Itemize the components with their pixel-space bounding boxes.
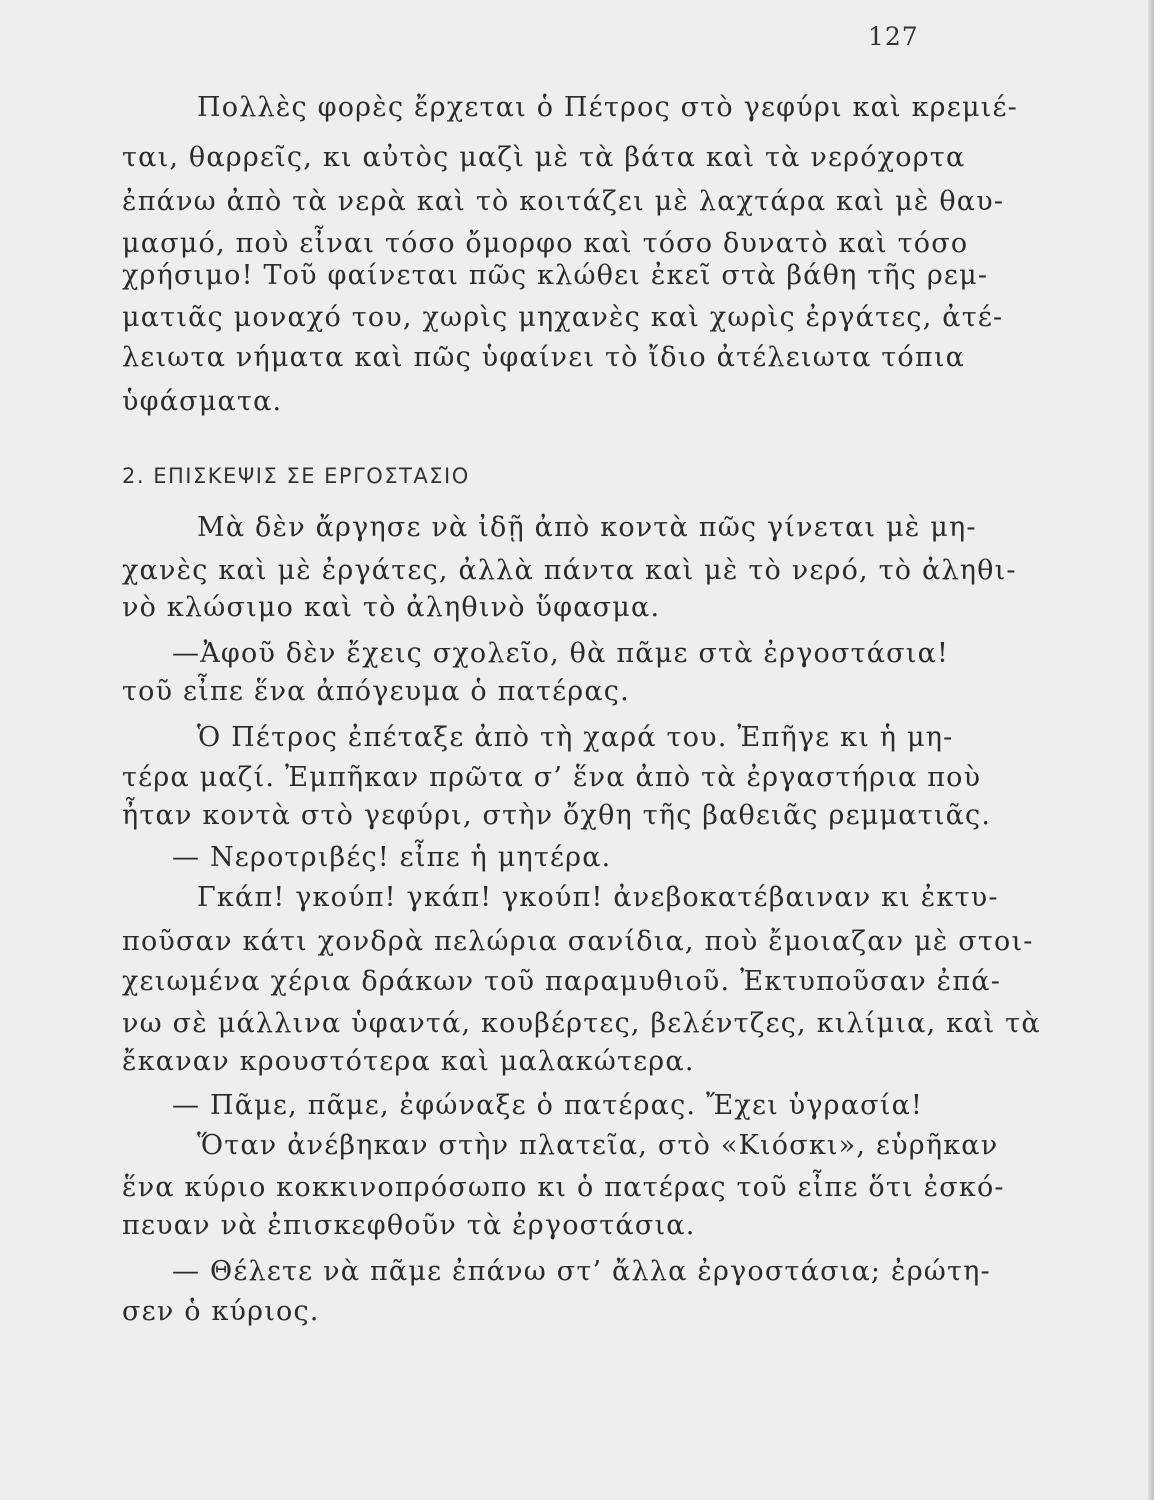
text-line: τοῦ εἶπε ἕνα ἀπόγευμα ὁ πατέρας. bbox=[122, 676, 630, 707]
text-line: —Ἀφοῦ δὲν ἔχεις σχολεῖο, θὰ πᾶμε στὰ ἐργοστάσια! bbox=[172, 638, 950, 669]
text-line: ἕνα κύριο κοκκινοπρόσωπο κι ὁ πατέρας τοῦ εἶπε ὅτι ἐσκό- bbox=[122, 1172, 1005, 1203]
page-number: 127 bbox=[868, 22, 919, 51]
text-line: Πολλὲς φορὲς ἔρχεται ὁ Πέτρος στὸ γεφύρι καὶ κρεμιέ- bbox=[197, 92, 1018, 123]
text-line: ὑφάσματα. bbox=[122, 386, 283, 417]
text-line: πευαν νὰ ἐπισκεφθοῦν τὰ ἐργοστάσια. bbox=[122, 1210, 696, 1241]
text-line: Ὁ Πέτρος ἐπέταξε ἀπὸ τὴ χαρά του. Ἐπῆγε κι ἡ μη- bbox=[197, 722, 954, 753]
text-line: σεν ὁ κύριος. bbox=[122, 1296, 320, 1327]
text-line: ματιᾶς μοναχό του, χωρὶς μηχανὲς καὶ χωρὶς ἐργάτες, ἀτέ- bbox=[122, 302, 1004, 333]
text-line: — Θέλετε νὰ πᾶμε ἐπάνω στ’ ἄλλα ἐργοστάσια; ἐρώτη- bbox=[172, 1256, 991, 1287]
text-line: μασμό, ποὺ εἶναι τόσο ὄμορφο καὶ τόσο δυνατὸ καὶ τόσο bbox=[122, 228, 969, 259]
text-line: ἐπάνω ἀπὸ τὰ νερὰ καὶ τὸ κοιτάζει μὲ λαχτάρα καὶ μὲ θαυ- bbox=[122, 186, 1005, 217]
text-line: ται, θαρρεῖς, κι αὐτὸς μαζὶ μὲ τὰ βάτα καὶ τὰ νερόχορτα bbox=[122, 142, 966, 173]
text-line: — Πᾶμε, πᾶμε, ἐφώναξε ὁ πατέρας. Ἔχει ὑγρασία! bbox=[172, 1090, 924, 1121]
text-line: χανὲς καὶ μὲ ἐργάτες, ἀλλὰ πάντα καὶ μὲ τὸ νερό, τὸ ἀληθι- bbox=[122, 555, 1017, 586]
text-line: χειωμένα χέρια δράκων τοῦ παραμυθιοῦ. Ἐκτυποῦσαν ἐπά- bbox=[122, 966, 1002, 997]
text-line: — Νεροτριβές! εἶπε ἡ μητέρα. bbox=[172, 842, 612, 873]
text-line: λειωτα νήματα καὶ πῶς ὑφαίνει τὸ ἴδιο ἀτέλειωτα τόπια bbox=[122, 342, 966, 373]
text-line: Γκάπ! γκούπ! γκάπ! γκούπ! ἀνεβοκατέβαιναν κι ἐκτυ- bbox=[197, 882, 999, 913]
section-heading: 2. ΕΠΙΣΚΕΨΙΣ ΣΕ ΕΡΓΟΣΤΑΣΙΟ bbox=[122, 464, 470, 488]
text-line: ἔκαναν κρουστότερα καὶ μαλακώτερα. bbox=[122, 1046, 695, 1077]
page-edge bbox=[1148, 0, 1154, 1500]
text-line: Ὅταν ἀνέβηκαν στὴν πλατεῖα, στὸ «Κιόσκι», εὑρῆκαν bbox=[197, 1130, 999, 1161]
text-line: χρήσιμο! Τοῦ φαίνεται πῶς κλώθει ἐκεῖ στὰ βάθη τῆς ρεμ- bbox=[122, 260, 989, 291]
text-line: Μὰ δὲν ἄργησε νὰ ἰδῇ ἀπὸ κοντὰ πῶς γίνεται μὲ μη- bbox=[197, 512, 977, 543]
text-line: νὸ κλώσιμο καὶ τὸ ἀληθινὸ ὕφασμα. bbox=[122, 592, 661, 623]
text-line: ποῦσαν κάτι χονδρὰ πελώρια σανίδια, ποὺ ἔμοιαζαν μὲ στοι- bbox=[122, 926, 1034, 957]
text-line: ἦταν κοντὰ στὸ γεφύρι, στὴν ὄχθη τῆς βαθειᾶς ρεμματιᾶς. bbox=[122, 800, 992, 831]
text-line: νω σὲ μάλλινα ὑφαντά, κουβέρτες, βελέντζες, κιλίμια, καὶ τὰ bbox=[122, 1008, 1041, 1039]
text-line: τέρα μαζί. Ἐμπῆκαν πρῶτα σ’ ἕνα ἀπὸ τὰ ἐργαστήρια ποὺ bbox=[122, 762, 982, 793]
